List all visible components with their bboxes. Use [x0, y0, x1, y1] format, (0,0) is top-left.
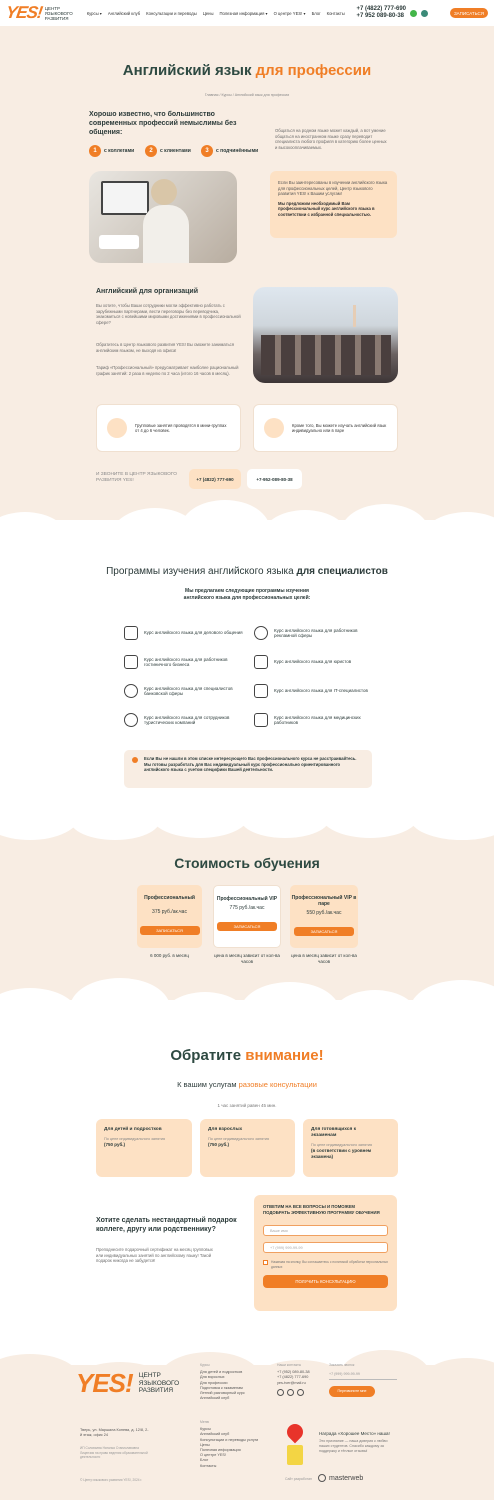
bank-icon	[124, 684, 138, 698]
program-item[interactable]	[254, 626, 374, 640]
whatsapp-icon[interactable]	[410, 10, 417, 17]
footer-heading: Заказать звонок	[329, 1363, 355, 1367]
program-item[interactable]	[254, 713, 374, 727]
individual-icon	[264, 418, 284, 438]
price-signup-button[interactable]: ЗАПИСАТЬСЯ	[294, 927, 354, 936]
price-value: 375 руб./ак.час	[152, 909, 187, 915]
gift-title: Хотите сделать нестандартный подарок коллеге, другу или родственнику?	[96, 1217, 237, 1233]
intro-side-text: Общаться на родном языке может каждый, а вот умение общаться на иностранном языке сразу переводит специалиста любого профиля в категорию более ценных и высокооплачиваемых.	[275, 128, 387, 150]
consult-sub: По цене индивидуального занятия	[208, 1137, 270, 1141]
consult-title: Для готовящихся к экзаменам	[311, 1127, 356, 1138]
business-icon	[124, 626, 138, 640]
phone-link[interactable]: +7 (4822) 777-690	[356, 6, 406, 12]
breadcrumb[interactable]: Главная / Курсы / Английский язык для профессии	[204, 93, 290, 97]
attention-subtitle	[0, 1080, 494, 1089]
header-phones	[356, 6, 406, 20]
price-value: 775 руб./ак.час	[229, 905, 265, 911]
price-note	[214, 912, 280, 916]
chip-number: 2	[145, 145, 157, 157]
call-phone-2[interactable]: +7-952-089-80-38	[247, 469, 302, 489]
programs-title	[0, 566, 494, 577]
footer-heading: Наши контакты	[277, 1363, 302, 1367]
consent-checkbox[interactable]	[263, 1260, 268, 1265]
program-label: Курс английского языка для делового общения	[144, 630, 243, 636]
nav-item[interactable]: О центре YES! ▾	[273, 10, 306, 16]
footer-legal	[80, 1446, 150, 1460]
feature-card-individual	[253, 404, 398, 452]
gift-text: Преподнесите подарочный сертификат на месяц групповых или индивидуальных занятий по английскому языку! Такой подарок никогда не забудется!	[96, 1247, 213, 1263]
footer-phone[interactable]: +7 (4822) 777-690	[277, 1375, 309, 1380]
footer-link[interactable]: Для детей и подростков	[200, 1370, 243, 1375]
logo[interactable]	[5, 3, 43, 23]
info-icon	[132, 757, 138, 763]
price-card	[213, 885, 281, 948]
legal-line: ИП Соловьева Наталья Станиславовна	[80, 1446, 139, 1450]
price-card-title: Профессиональный VIP в паре	[291, 895, 357, 907]
consult-price: (750 руб.)	[104, 1142, 125, 1147]
footer-address: Тверь, ул. Маршала Конева, д. 12/8, 2-й этаж, офис 24	[80, 1428, 149, 1438]
name-input[interactable]: Ваше имя	[263, 1225, 388, 1236]
consult-price: (750 руб.)	[208, 1142, 229, 1147]
tourism-icon	[124, 713, 138, 727]
price-signup-button[interactable]: ЗАПИСАТЬСЯ	[140, 926, 200, 935]
person-head	[151, 179, 177, 205]
price-card	[137, 885, 202, 948]
programs-grid	[124, 626, 384, 727]
chip-number: 3	[201, 145, 213, 157]
program-item[interactable]	[124, 684, 244, 698]
nav-item[interactable]: Курсы ▾	[86, 10, 102, 16]
telegram-icon[interactable]	[287, 1389, 294, 1396]
cloud-footer-edge	[0, 1340, 494, 1380]
cloud-bottom-edge	[0, 790, 494, 850]
audience	[261, 335, 391, 375]
dev-logo[interactable]	[318, 1474, 363, 1482]
phone-input[interactable]: +7 (999) 999-99-99	[263, 1242, 388, 1253]
cup	[99, 235, 139, 249]
footer-link[interactable]: Цены	[200, 1442, 210, 1447]
callback-phone-input[interactable]: +7 (999) 999-99-99	[329, 1370, 397, 1380]
nav-item[interactable]: Контакты	[326, 10, 345, 16]
hour-note: 1 час занятий равен 45 мин.	[217, 1103, 277, 1108]
program-item[interactable]	[124, 713, 244, 727]
price-note	[290, 917, 358, 921]
chip-label: с клиентами	[160, 148, 191, 154]
program-label: Курс английского языка для IT-специалистов	[274, 688, 368, 694]
feature-card-group	[96, 404, 241, 452]
form-title: ОТВЕТИМ НА ВСЕ ВОПРОСЫ И ПОМОЖЕМ ПОДОБРАТЬ ЭФФЕКТИВНУЮ ПРОГРАММУ ОБУЧЕНИЯ	[263, 1204, 380, 1215]
target-icon	[254, 626, 268, 640]
masterweb-icon	[318, 1474, 326, 1482]
price-monthly: цена в месяц зависит от кол-ва часов	[214, 953, 280, 964]
org-text-2: Обратитесь в Центр языкового развития YES! Вы сможете заниматься английским языком, не выходя из офиса!	[96, 342, 235, 353]
main-nav	[87, 11, 345, 16]
footer-link[interactable]: Полезная информация	[200, 1448, 241, 1453]
price-monthly: цена в месяц зависит от кол-ва часов	[291, 953, 357, 964]
consent-row	[263, 1260, 388, 1269]
award-plaque	[287, 1445, 303, 1465]
consult-form	[254, 1195, 397, 1311]
feature-text: Кроме того, Вы можете изучать английский язык индивидуально или в паре	[292, 422, 387, 433]
chip-number: 1	[89, 145, 101, 157]
programs-title-main: Программы изучения английского языка	[106, 566, 297, 577]
phone-link[interactable]: +7 952 089-80-38	[356, 13, 404, 19]
footer-link[interactable]: Английский клуб	[200, 1396, 230, 1401]
student-photo	[89, 171, 237, 263]
price-value: 550 руб./ак.час	[306, 910, 342, 916]
raised-hand	[353, 305, 356, 327]
nav-item[interactable]: Блог	[311, 10, 321, 16]
programs-subtitle: Мы предлагаем следующие программы изучения английского языка для профессиональных целей:	[183, 588, 311, 601]
offer-text-2: Мы предложим необходимый Вам профессиональный курс английского языка в соответствии с избранной специальностью.	[278, 200, 375, 217]
cloud-top-edge	[0, 498, 494, 548]
footer-heading: Меню	[200, 1420, 210, 1424]
program-label: Курс английского языка для работников гостиничного бизнеса	[144, 656, 228, 667]
person-body	[143, 205, 189, 263]
consult-card	[200, 1119, 295, 1177]
org-text-3: Тариф «Профессиональный» предусматривает наиболее рациональный график занятий: 2 раза в неделю по 2 часа (итого 16 часов в месяц).	[96, 365, 239, 376]
attention-title	[0, 1047, 494, 1064]
consult-title: Для взрослых	[208, 1127, 243, 1132]
program-label: Курс английского языка для юристов	[274, 659, 352, 665]
cloud-top-edge-2	[0, 978, 494, 1028]
footer-email[interactable]: yes-tver@mail.ru	[277, 1380, 306, 1385]
telegram-icon[interactable]	[421, 10, 428, 17]
program-label: Курс английского языка для медицинских работников	[274, 714, 361, 725]
award-text	[319, 1431, 399, 1454]
footer-link[interactable]: О центре YES!	[200, 1453, 227, 1458]
footer-phone[interactable]: +7 (952) 089-80-38	[277, 1370, 310, 1375]
program-label: Курс английского языка для работников рекламной сферы	[274, 627, 358, 638]
attention-title-main: Обратите	[170, 1047, 246, 1064]
footer-link[interactable]: Летний разговорный курс	[200, 1391, 245, 1396]
price-card	[290, 885, 358, 948]
footer-contacts	[277, 1363, 310, 1396]
footer-callback	[329, 1363, 397, 1397]
get-consultation-button[interactable]: ПОЛУЧИТЬ КОНСУЛЬТАЦИЮ	[263, 1275, 388, 1288]
title-accent: для профессии	[255, 62, 372, 79]
price-monthly: 6 000 руб. в месяц	[150, 953, 189, 958]
consult-card	[96, 1119, 192, 1177]
consult-sub: По цене индивидуального занятия	[104, 1137, 166, 1141]
laptop-screen	[101, 181, 149, 215]
logo-text: YES!	[4, 3, 44, 22]
intro-lead: Хорошо известно, что большинство современных профессий немыслимы без общения:	[89, 111, 237, 136]
law-icon	[254, 655, 268, 669]
org-title: Английский для организаций	[96, 288, 199, 295]
callback-button[interactable]: Перезвоните мне	[329, 1386, 375, 1397]
sub-main: К вашим услугам	[177, 1080, 239, 1089]
consult-sub: По цене индивидуального занятия	[311, 1143, 373, 1147]
footer-logo[interactable]	[76, 1368, 191, 1399]
footer-link[interactable]: Подготовка к экзаменам	[200, 1385, 243, 1390]
pricing-title: Стоимость обучения	[174, 855, 320, 871]
consult-card	[303, 1119, 398, 1177]
offer-card	[270, 171, 397, 238]
attention-title-accent: внимание!	[245, 1047, 324, 1064]
footer-copyright: © Центр языкового развития YES!, 2024 г.	[80, 1478, 143, 1482]
footer-link[interactable]: Английский клуб	[200, 1432, 230, 1437]
note-text: Если Вы не нашли в этом списке интересующего Вас профессионального курса не расстраивайтесь. Мы готовы разработать для Вас индивидуальный курс профессионально ориентированного английского языка с учетом специфики Вашей деятельности.	[144, 756, 357, 773]
legal-line: Лицензия на право ведения образовательной деятельности	[80, 1450, 148, 1459]
price-card-title: Профессиональный VIP	[216, 896, 278, 902]
footer-link[interactable]: Для профессии	[200, 1380, 228, 1385]
dev-name: masterweb	[329, 1474, 364, 1482]
it-icon	[254, 684, 268, 698]
program-item[interactable]	[124, 655, 244, 669]
footer-courses	[200, 1363, 245, 1401]
price-card-title: Профессиональный	[144, 895, 195, 901]
logo-subtitle: ЦЕНТР ЯЗЫКОВОГО РАЗВИТИЯ	[44, 5, 73, 21]
map-pin-icon	[284, 1421, 307, 1444]
consult-price: (в соответствии с уровнем экзамена)	[311, 1148, 372, 1159]
chip-2	[145, 145, 191, 157]
footer-link[interactable]: Контакты	[200, 1463, 217, 1468]
nav-item[interactable]: Английский клуб	[107, 10, 141, 16]
call-text: И ЗВОНИТЕ В ЦЕНТР ЯЗЫКОВОГО РАЗВИТИЯ YES!	[96, 472, 177, 483]
feature-text: Групповые занятия проводятся в мини-группах от 4 до 6 человек.	[135, 422, 227, 433]
award-badge	[285, 1424, 305, 1468]
class-photo	[253, 287, 398, 383]
footer-link[interactable]: Блог	[200, 1458, 209, 1463]
page-title	[0, 62, 494, 79]
chip-3	[201, 145, 258, 157]
signup-button[interactable]: ЗАПИСАТЬСЯ	[450, 8, 488, 18]
program-item[interactable]	[254, 684, 374, 698]
award-title: Награда «Хорошее Место» наша!	[319, 1431, 390, 1436]
programs-title-bold: для специалистов	[296, 566, 388, 577]
program-item[interactable]	[254, 655, 374, 669]
program-label: Курс английского языка для специалистов банковской сферы	[144, 685, 233, 696]
whatsapp-icon[interactable]	[277, 1389, 284, 1396]
header	[0, 0, 494, 26]
mail-icon[interactable]	[297, 1389, 304, 1396]
nav-item[interactable]: Полезная информация ▾	[219, 10, 268, 16]
footer-logo-text: ЦЕНТР ЯЗЫКОВОГО РАЗВИТИЯ	[138, 1372, 180, 1395]
award-desc: Это признание — наша доверия к любви наших студентов. Спасибо каждому за поддержку и тёплые отзывы!	[319, 1439, 388, 1453]
footer-link[interactable]: Для взрослых	[200, 1375, 225, 1380]
footer-menu	[200, 1420, 258, 1469]
nav-item[interactable]: Цены	[202, 10, 214, 16]
title-main: Английский язык	[122, 62, 256, 79]
chip-1	[89, 145, 134, 157]
footer-logo-mark: YES!	[76, 1368, 133, 1398]
call-phone-1[interactable]: +7 (4822) 777-690	[189, 469, 241, 489]
footer-link[interactable]: Курсы	[200, 1427, 211, 1432]
org-text-1: Вы хотите, чтобы Ваши сотрудники могли эффективно работать с зарубежными партнерами, вести переговоры без переводчика, знакомиться с новейшими мировыми достижениями в профессиональной сфере?	[96, 303, 241, 325]
program-label: Курс английского языка для сотрудников туристических компаний	[144, 714, 230, 725]
sub-accent: разовые консультации	[238, 1080, 317, 1089]
price-signup-button[interactable]: ЗАПИСАТЬСЯ	[217, 922, 277, 931]
offer-text-1: Если Вы заинтересованы в изучении английского языка для профессиональных целей, Центр языкового развития YES! к Вашим услугам!	[278, 180, 388, 196]
medical-icon	[254, 713, 268, 727]
consult-title: Для детей и подростков	[104, 1127, 162, 1132]
hotel-icon	[124, 655, 138, 669]
footer-heading: Курсы	[200, 1363, 210, 1367]
nav-item[interactable]: Консультации и переводы	[146, 10, 197, 16]
footer-socials	[277, 1389, 310, 1396]
group-icon	[107, 418, 127, 438]
chip-label: с коллегами	[104, 148, 135, 154]
chip-label: с подчинёнными	[216, 148, 259, 154]
price-note	[137, 916, 202, 920]
program-item[interactable]	[124, 626, 244, 640]
dev-label: Сайт разработан	[285, 1477, 312, 1481]
consent-text: Нажимая на кнопку, Вы соглашаетесь с политикой обработки персональных данных	[271, 1260, 388, 1269]
footer-link[interactable]: Консультации и переводы услуги	[200, 1437, 259, 1442]
programs-note	[124, 750, 372, 788]
